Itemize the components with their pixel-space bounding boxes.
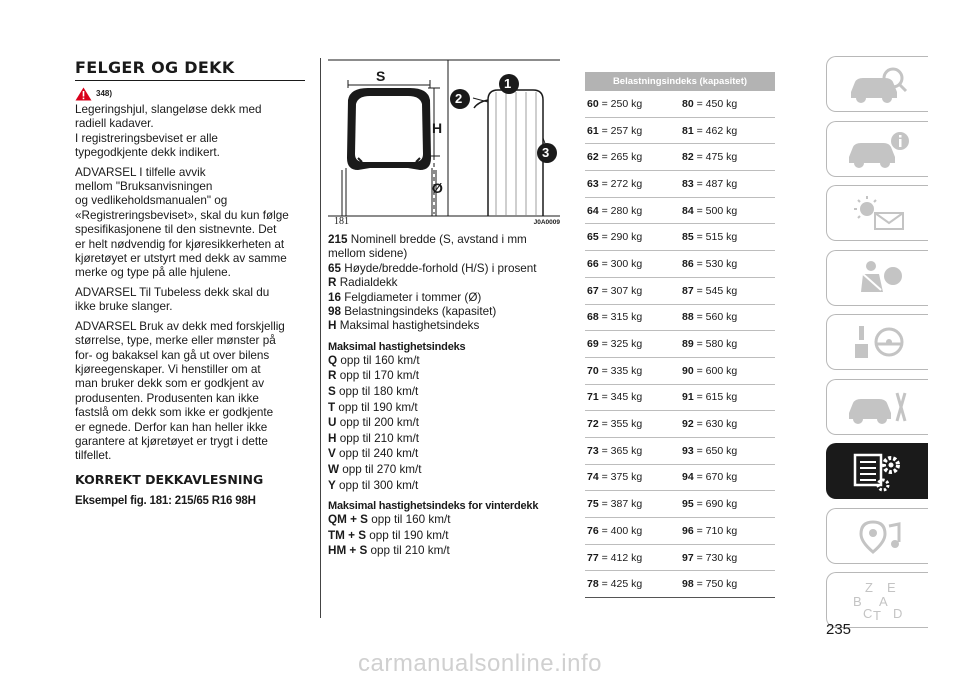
table-row	[585, 438, 775, 465]
warning-lights-icon	[843, 193, 913, 233]
svg-text:E: E	[886, 580, 896, 595]
multimedia-icon	[843, 516, 913, 556]
tab-warning-lights[interactable]	[826, 185, 928, 241]
tab-index[interactable]	[826, 572, 928, 628]
table-cell: 72 = 355 kg	[587, 418, 643, 431]
table-row	[585, 278, 775, 305]
winter-speed-list	[328, 512, 560, 559]
speed-index-list	[328, 353, 560, 493]
table-row	[585, 144, 775, 171]
table-cell: 86 = 530 kg	[682, 257, 738, 270]
example-label: Eksempel fig. 181: 215/65 R16 98H	[75, 494, 256, 507]
car-tools-icon	[843, 387, 913, 427]
tab-car-info[interactable]	[826, 121, 928, 177]
label-diameter: Ø	[432, 180, 443, 196]
speed-item: R opp til 170 km/t	[328, 369, 419, 383]
definition-item: H Maksimal hastighetsindeks	[328, 319, 480, 333]
car-search-icon	[843, 64, 913, 104]
table-cell: 62 = 265 kg	[587, 151, 643, 164]
table-cell: 82 = 475 kg	[682, 151, 738, 164]
tab-technical-data[interactable]	[826, 443, 928, 499]
warning-triangle-icon	[75, 87, 92, 101]
definition-item: 65 Høyde/bredde-forhold (H/S) i prosent	[328, 261, 537, 275]
svg-text:A: A	[878, 594, 888, 609]
definition-item: 215 Nominell bredde (S, avstand i mm mellom sidene)	[328, 233, 527, 261]
table-row	[585, 571, 775, 598]
winter-speed-title: Maksimal hastighetsindeks for vinterdekk	[328, 500, 539, 513]
table-cell: 95 = 690 kg	[682, 498, 738, 511]
table-row	[585, 465, 775, 492]
tab-car-search[interactable]	[826, 56, 928, 112]
tire-diagram	[328, 58, 560, 218]
table-cell: 75 = 387 kg	[587, 498, 643, 511]
warning-number: 348)	[96, 89, 113, 98]
table-row	[585, 305, 775, 332]
winter-speed-item: HM + S opp til 210 km/t	[328, 544, 450, 558]
winter-speed-item: QM + S opp til 160 km/t	[328, 513, 451, 527]
speed-item: S opp til 180 km/t	[328, 385, 419, 399]
table-row	[585, 358, 775, 385]
table-cell: 87 = 545 kg	[682, 284, 738, 297]
tab-safety[interactable]	[826, 250, 928, 306]
figure-caption	[334, 216, 560, 227]
table-row	[585, 198, 775, 225]
table-cell: 94 = 670 kg	[682, 471, 738, 484]
tire-code-definitions	[328, 233, 560, 334]
table-cell: 90 = 600 kg	[682, 364, 738, 377]
table-row	[585, 385, 775, 412]
definition-item: R Radialdekk	[328, 276, 398, 290]
safety-airbag-icon	[843, 258, 913, 298]
svg-text:D: D	[892, 606, 902, 621]
figure-code: J0A0009	[533, 219, 560, 226]
svg-text:C: C	[862, 606, 872, 621]
paragraph-warning-2: ADVARSEL Til Tubeless dekk skal du ikke bruke slanger.	[75, 285, 270, 314]
table-cell: 74 = 375 kg	[587, 471, 643, 484]
winter-speed-item: TM + S opp til 190 km/t	[328, 528, 449, 542]
tab-starting-driving[interactable]	[826, 314, 928, 370]
table-cell: 69 = 325 kg	[587, 338, 643, 351]
table-cell: 93 = 650 kg	[682, 444, 738, 457]
table-row	[585, 518, 775, 545]
svg-text:B: B	[852, 594, 862, 609]
table-cell: 66 = 300 kg	[587, 257, 643, 270]
svg-text:T: T	[872, 608, 881, 622]
steering-wheel-icon	[843, 322, 913, 362]
tab-multimedia[interactable]	[826, 508, 928, 564]
left-column	[75, 58, 305, 507]
table-cell: 65 = 290 kg	[587, 231, 643, 244]
paragraph-warning-1: ADVARSEL I tilfelle avvik mellom "Bruksanvisningen og vedlikeholdsmanualen" og «Registreringsbeviset», skal du kun følge spesifikasjonene til den sistnevnte. Det er helt nødvendig for kjøresikkerheten at kjøretøyet er utstyrt med dekk av samme merke og type på alle hjulene.	[75, 165, 289, 280]
callout-1: 1	[504, 76, 512, 91]
table-cell: 80 = 450 kg	[682, 97, 738, 110]
table-cell: 84 = 500 kg	[682, 204, 738, 217]
speed-index-title: Maksimal hastighetsindeks	[328, 340, 466, 353]
table-row	[585, 331, 775, 358]
table-cell: 85 = 515 kg	[682, 231, 738, 244]
figure-number: 181	[334, 216, 349, 227]
definition-item: 98 Belastningsindeks (kapasitet)	[328, 305, 497, 319]
paragraph-intro: Legeringshjul, slangeløse dekk med radiell kadaver. I registreringsbeviset er alle typegodkjente dekk indikert.	[75, 103, 262, 160]
page-number: 235	[826, 621, 852, 638]
tab-emergency[interactable]	[826, 379, 928, 435]
car-info-icon	[843, 129, 913, 169]
table-row	[585, 411, 775, 438]
table-cell: 78 = 425 kg	[587, 578, 643, 591]
speed-item: Y opp til 300 km/t	[328, 478, 419, 492]
table-cell: 73 = 365 kg	[587, 444, 643, 457]
table-cell: 64 = 280 kg	[587, 204, 643, 217]
svg-text:Z: Z	[864, 580, 873, 595]
table-row	[585, 171, 775, 198]
table-cell: 97 = 730 kg	[682, 551, 738, 564]
warning-reference	[75, 87, 305, 103]
table-cell: 68 = 315 kg	[587, 311, 643, 324]
middle-column	[328, 58, 560, 559]
subheading: KORREKT DEKKAVLESNING	[75, 471, 264, 487]
chapter-tabs	[826, 56, 928, 637]
table-cell: 96 = 710 kg	[682, 524, 738, 537]
table-cell: 92 = 630 kg	[682, 418, 738, 431]
table-cell: 98 = 750 kg	[682, 578, 738, 591]
index-letters-icon	[843, 578, 913, 622]
table-header: Belastningsindeks (kapasitet)	[585, 72, 775, 91]
speed-item: T opp til 190 km/t	[328, 400, 418, 414]
table-row	[585, 251, 775, 278]
technical-data-icon	[843, 449, 913, 493]
paragraph-warning-3: ADVARSEL Bruk av dekk med forskjellig størrelse, type, merke eller mønster på for- og bakaksel kan gå ut over bilens kjøreegenskaper. Vi henstiller om at man bruker dekk som er godkjent av produsenten. Produsenten kan ikke fastslå om dekk som ikke er godkjente er egnede. Derfor kan han heller ikke garantere at kjøretøyet er trygt i dette tilfellet.	[75, 319, 285, 463]
table-cell: 61 = 257 kg	[587, 124, 643, 137]
column-divider	[320, 58, 321, 618]
label-h: H	[432, 120, 443, 136]
table-cell: 71 = 345 kg	[587, 391, 643, 404]
table-cell: 77 = 412 kg	[587, 551, 643, 564]
table-row	[585, 545, 775, 572]
table-cell: 70 = 335 kg	[587, 364, 643, 377]
table-cell: 91 = 615 kg	[682, 391, 738, 404]
section-heading: FELGER OG DEKK	[75, 58, 305, 81]
table-cell: 88 = 560 kg	[682, 311, 738, 324]
table-cell: 81 = 462 kg	[682, 124, 738, 137]
speed-item: W opp til 270 km/t	[328, 463, 422, 476]
callout-3: 3	[542, 145, 550, 160]
table-row	[585, 491, 775, 518]
watermark: carmanualsonline.info	[358, 650, 602, 677]
label-s: S	[376, 68, 386, 84]
load-index-table	[585, 72, 775, 598]
table-row	[585, 91, 775, 118]
table-cell: 76 = 400 kg	[587, 524, 643, 537]
table-cell: 83 = 487 kg	[682, 177, 738, 190]
table-cell: 89 = 580 kg	[682, 338, 738, 351]
table-row	[585, 118, 775, 145]
definition-item: 16 Felgdiameter i tommer (Ø)	[328, 290, 482, 304]
table-cell: 67 = 307 kg	[587, 284, 643, 297]
table-cell: 60 = 250 kg	[587, 97, 643, 110]
callout-2: 2	[455, 91, 463, 106]
speed-item: Q opp til 160 km/t	[328, 353, 420, 367]
speed-item: H opp til 210 km/t	[328, 431, 419, 445]
table-row	[585, 224, 775, 251]
table-cell: 63 = 272 kg	[587, 177, 643, 190]
speed-item: V opp til 240 km/t	[328, 447, 419, 461]
speed-item: U opp til 200 km/t	[328, 416, 419, 430]
tire-figure	[328, 58, 560, 228]
